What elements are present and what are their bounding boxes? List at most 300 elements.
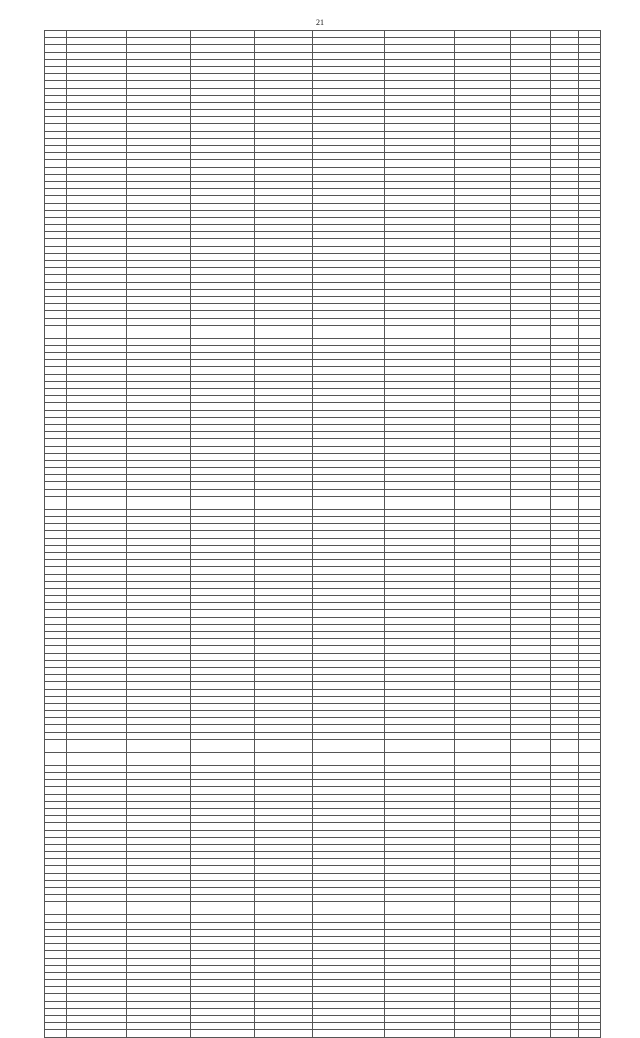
table-cell <box>455 1001 511 1008</box>
table-cell <box>127 31 191 38</box>
table-cell <box>255 987 313 994</box>
table-cell <box>551 432 579 439</box>
table-cell <box>455 560 511 567</box>
table-cell <box>511 801 551 808</box>
table-row <box>45 994 601 1001</box>
table-cell <box>255 765 313 772</box>
table-cell <box>579 972 601 979</box>
table-cell <box>313 660 385 667</box>
table-cell <box>313 189 385 196</box>
table-cell <box>67 311 127 318</box>
table-cell <box>255 31 313 38</box>
table-row <box>45 353 601 360</box>
table-cell <box>45 773 67 780</box>
table-row <box>45 1030 601 1037</box>
table-cell <box>551 353 579 360</box>
table-cell <box>385 225 455 232</box>
table-cell <box>67 74 127 81</box>
table-cell <box>191 538 255 545</box>
table-cell <box>385 38 455 45</box>
table-cell <box>191 780 255 787</box>
table-cell <box>191 289 255 296</box>
table-cell <box>455 794 511 801</box>
table-cell <box>385 117 455 124</box>
table-cell <box>45 253 67 260</box>
table-row <box>45 718 601 725</box>
table-cell <box>45 225 67 232</box>
table-cell <box>127 95 191 102</box>
table-row <box>45 110 601 117</box>
table-row <box>45 895 601 902</box>
table-cell <box>511 210 551 217</box>
table-cell <box>455 567 511 574</box>
table-cell <box>455 374 511 381</box>
table-cell <box>385 153 455 160</box>
table-cell <box>579 489 601 496</box>
table-cell <box>191 660 255 667</box>
table-cell <box>455 381 511 388</box>
table-cell <box>191 895 255 902</box>
table-cell <box>551 808 579 815</box>
table-cell <box>579 88 601 95</box>
table-cell <box>385 131 455 138</box>
table-cell <box>255 66 313 73</box>
table-cell <box>511 325 551 338</box>
table-cell <box>385 1016 455 1023</box>
table-cell <box>45 475 67 482</box>
table-cell <box>127 538 191 545</box>
table-cell <box>551 538 579 545</box>
table-cell <box>313 338 385 345</box>
table-cell <box>455 646 511 653</box>
table-cell <box>579 922 601 929</box>
table-cell <box>551 739 579 752</box>
table-cell <box>127 837 191 844</box>
table-row <box>45 958 601 965</box>
table-row <box>45 524 601 531</box>
table-cell <box>385 816 455 823</box>
table-cell <box>313 560 385 567</box>
table-cell <box>455 282 511 289</box>
table-row <box>45 210 601 217</box>
table-cell <box>551 816 579 823</box>
table-cell <box>255 432 313 439</box>
table-cell <box>255 253 313 260</box>
table-cell <box>191 888 255 895</box>
table-cell <box>385 922 455 929</box>
table-row <box>45 1008 601 1015</box>
table-cell <box>45 52 67 59</box>
table-cell <box>191 739 255 752</box>
table-cell <box>455 880 511 887</box>
table-cell <box>313 196 385 203</box>
table-row <box>45 859 601 866</box>
table-cell <box>67 66 127 73</box>
table-row <box>45 74 601 81</box>
table-cell <box>191 718 255 725</box>
table-cell <box>385 282 455 289</box>
table-cell <box>551 282 579 289</box>
table-cell <box>551 95 579 102</box>
table-row <box>45 311 601 318</box>
table-cell <box>551 246 579 253</box>
table-cell <box>191 95 255 102</box>
table-cell <box>313 475 385 482</box>
table-cell <box>385 902 455 915</box>
table-cell <box>45 560 67 567</box>
table-row <box>45 403 601 410</box>
table-cell <box>127 696 191 703</box>
table-row <box>45 852 601 859</box>
table-cell <box>255 389 313 396</box>
table-cell <box>385 496 455 509</box>
table-cell <box>313 682 385 689</box>
table-cell <box>511 338 551 345</box>
table-cell <box>579 311 601 318</box>
table-cell <box>313 174 385 181</box>
table-cell <box>579 45 601 52</box>
table-cell <box>45 682 67 689</box>
table-row <box>45 639 601 646</box>
table-cell <box>385 958 455 965</box>
table-cell <box>385 296 455 303</box>
table-cell <box>191 239 255 246</box>
table-cell <box>191 117 255 124</box>
table-cell <box>511 873 551 880</box>
table-cell <box>385 830 455 837</box>
table-cell <box>455 167 511 174</box>
table-cell <box>551 560 579 567</box>
table-cell <box>511 45 551 52</box>
table-cell <box>385 353 455 360</box>
table-cell <box>551 624 579 631</box>
table-cell <box>551 1016 579 1023</box>
table-cell <box>511 460 551 467</box>
table-cell <box>551 1030 579 1037</box>
table-cell <box>191 282 255 289</box>
table-cell <box>127 703 191 710</box>
table-cell <box>313 1001 385 1008</box>
table-cell <box>191 403 255 410</box>
table-row <box>45 915 601 922</box>
table-cell <box>551 639 579 646</box>
table-cell <box>455 509 511 516</box>
table-cell <box>191 174 255 181</box>
table-cell <box>385 275 455 282</box>
table-cell <box>313 994 385 1001</box>
table-row <box>45 275 601 282</box>
table-cell <box>255 410 313 417</box>
table-cell <box>511 958 551 965</box>
table-cell <box>511 718 551 725</box>
table-cell <box>511 922 551 929</box>
table-cell <box>45 117 67 124</box>
table-cell <box>551 994 579 1001</box>
table-cell <box>191 81 255 88</box>
table-cell <box>579 468 601 475</box>
table-row <box>45 417 601 424</box>
table-cell <box>127 496 191 509</box>
table-cell <box>67 852 127 859</box>
table-cell <box>127 965 191 972</box>
table-cell <box>67 725 127 732</box>
table-cell <box>45 360 67 367</box>
table-cell <box>45 432 67 439</box>
table-cell <box>45 453 67 460</box>
table-cell <box>579 951 601 958</box>
table-cell <box>511 246 551 253</box>
table-cell <box>455 232 511 239</box>
table-cell <box>551 880 579 887</box>
table-cell <box>255 296 313 303</box>
table-cell <box>313 81 385 88</box>
table-cell <box>385 965 455 972</box>
table-cell <box>313 752 385 765</box>
table-cell <box>551 45 579 52</box>
table-row <box>45 482 601 489</box>
table-cell <box>127 610 191 617</box>
table-cell <box>45 844 67 851</box>
table-cell <box>455 603 511 610</box>
table-cell <box>127 374 191 381</box>
page-number: 21 <box>316 18 324 27</box>
table-cell <box>551 1001 579 1008</box>
table-row <box>45 808 601 815</box>
table-cell <box>191 196 255 203</box>
table-cell <box>45 1008 67 1015</box>
table-cell <box>579 844 601 851</box>
table-cell <box>313 304 385 311</box>
table-cell <box>579 453 601 460</box>
table-cell <box>45 167 67 174</box>
table-cell <box>255 167 313 174</box>
table-cell <box>579 718 601 725</box>
table-row <box>45 325 601 338</box>
table-cell <box>313 117 385 124</box>
table-cell <box>255 1008 313 1015</box>
table-cell <box>385 703 455 710</box>
table-cell <box>67 1008 127 1015</box>
table-cell <box>67 468 127 475</box>
table-cell <box>455 160 511 167</box>
table-cell <box>579 517 601 524</box>
table-cell <box>191 124 255 131</box>
table-cell <box>579 160 601 167</box>
table-cell <box>511 632 551 639</box>
table-cell <box>313 972 385 979</box>
table-row <box>45 296 601 303</box>
table-cell <box>455 972 511 979</box>
table-cell <box>455 203 511 210</box>
table-cell <box>511 203 551 210</box>
table-cell <box>385 311 455 318</box>
table-cell <box>45 816 67 823</box>
table-cell <box>191 603 255 610</box>
table-row <box>45 653 601 660</box>
table-cell <box>511 567 551 574</box>
table-cell <box>455 289 511 296</box>
table-cell <box>127 424 191 431</box>
table-cell <box>191 545 255 552</box>
table-cell <box>385 725 455 732</box>
table-cell <box>67 944 127 951</box>
table-cell <box>45 972 67 979</box>
table-cell <box>385 624 455 631</box>
table-cell <box>579 567 601 574</box>
table-cell <box>579 646 601 653</box>
table-cell <box>191 275 255 282</box>
table-cell <box>191 38 255 45</box>
table-row <box>45 560 601 567</box>
table-cell <box>67 581 127 588</box>
table-cell <box>551 381 579 388</box>
table-cell <box>313 1008 385 1015</box>
table-cell <box>511 439 551 446</box>
table-cell <box>313 153 385 160</box>
table-cell <box>191 852 255 859</box>
table-cell <box>313 689 385 696</box>
table-cell <box>313 837 385 844</box>
table-cell <box>385 808 455 815</box>
table-cell <box>455 632 511 639</box>
table-cell <box>191 138 255 145</box>
table-cell <box>385 424 455 431</box>
table-cell <box>511 38 551 45</box>
table-cell <box>579 632 601 639</box>
table-cell <box>191 261 255 268</box>
table-cell <box>313 203 385 210</box>
table-cell <box>45 59 67 66</box>
table-cell <box>313 181 385 188</box>
table-cell <box>45 725 67 732</box>
table-cell <box>255 52 313 59</box>
table-cell <box>455 353 511 360</box>
table-cell <box>191 66 255 73</box>
table-cell <box>313 844 385 851</box>
table-cell <box>127 780 191 787</box>
table-cell <box>579 1023 601 1030</box>
table-cell <box>551 325 579 338</box>
table-cell <box>455 739 511 752</box>
table-cell <box>511 852 551 859</box>
table-cell <box>45 739 67 752</box>
table-cell <box>191 987 255 994</box>
table-cell <box>511 52 551 59</box>
table-cell <box>255 567 313 574</box>
table-cell <box>191 816 255 823</box>
table-cell <box>455 66 511 73</box>
table-cell <box>45 102 67 109</box>
table-cell <box>551 922 579 929</box>
table-cell <box>313 725 385 732</box>
table-cell <box>191 424 255 431</box>
table-cell <box>67 808 127 815</box>
table-cell <box>313 958 385 965</box>
table-cell <box>551 446 579 453</box>
table-cell <box>455 88 511 95</box>
table-cell <box>579 210 601 217</box>
table-cell <box>579 325 601 338</box>
table-cell <box>579 596 601 603</box>
table-cell <box>579 360 601 367</box>
table-cell <box>255 718 313 725</box>
table-cell <box>45 95 67 102</box>
table-cell <box>255 703 313 710</box>
table-cell <box>45 552 67 559</box>
table-cell <box>551 181 579 188</box>
table-cell <box>127 718 191 725</box>
table-cell <box>45 289 67 296</box>
table-cell <box>127 567 191 574</box>
table-cell <box>579 225 601 232</box>
table-cell <box>385 689 455 696</box>
table-cell <box>45 1030 67 1037</box>
table-cell <box>313 588 385 595</box>
table-cell <box>67 703 127 710</box>
table-cell <box>579 560 601 567</box>
table-cell <box>45 517 67 524</box>
table-cell <box>455 338 511 345</box>
table-cell <box>551 844 579 851</box>
table-cell <box>127 217 191 224</box>
table-cell <box>255 360 313 367</box>
table-cell <box>455 639 511 646</box>
table-cell <box>511 545 551 552</box>
table-cell <box>511 253 551 260</box>
table-cell <box>45 66 67 73</box>
table-cell <box>127 617 191 624</box>
table-cell <box>255 794 313 801</box>
table-cell <box>313 374 385 381</box>
table-cell <box>67 217 127 224</box>
table-cell <box>579 389 601 396</box>
table-cell <box>45 124 67 131</box>
table-cell <box>45 545 67 552</box>
table-cell <box>511 588 551 595</box>
table-cell <box>191 617 255 624</box>
table-cell <box>579 660 601 667</box>
table-cell <box>127 410 191 417</box>
table-cell <box>67 110 127 117</box>
table-row <box>45 844 601 851</box>
table-cell <box>455 873 511 880</box>
table-cell <box>579 66 601 73</box>
table-cell <box>455 574 511 581</box>
table-cell <box>385 732 455 739</box>
table-cell <box>313 780 385 787</box>
table-cell <box>385 773 455 780</box>
table-cell <box>45 888 67 895</box>
table-cell <box>127 632 191 639</box>
table-row <box>45 396 601 403</box>
table-cell <box>455 268 511 275</box>
table-cell <box>511 1016 551 1023</box>
table-row <box>45 703 601 710</box>
table-cell <box>45 296 67 303</box>
table-cell <box>455 837 511 844</box>
table-cell <box>385 718 455 725</box>
table-cell <box>191 509 255 516</box>
table-cell <box>191 596 255 603</box>
table-cell <box>551 439 579 446</box>
table-cell <box>255 95 313 102</box>
table-cell <box>67 210 127 217</box>
table-cell <box>255 830 313 837</box>
table-cell <box>511 232 551 239</box>
table-cell <box>455 524 511 531</box>
table-cell <box>385 1001 455 1008</box>
table-cell <box>191 489 255 496</box>
